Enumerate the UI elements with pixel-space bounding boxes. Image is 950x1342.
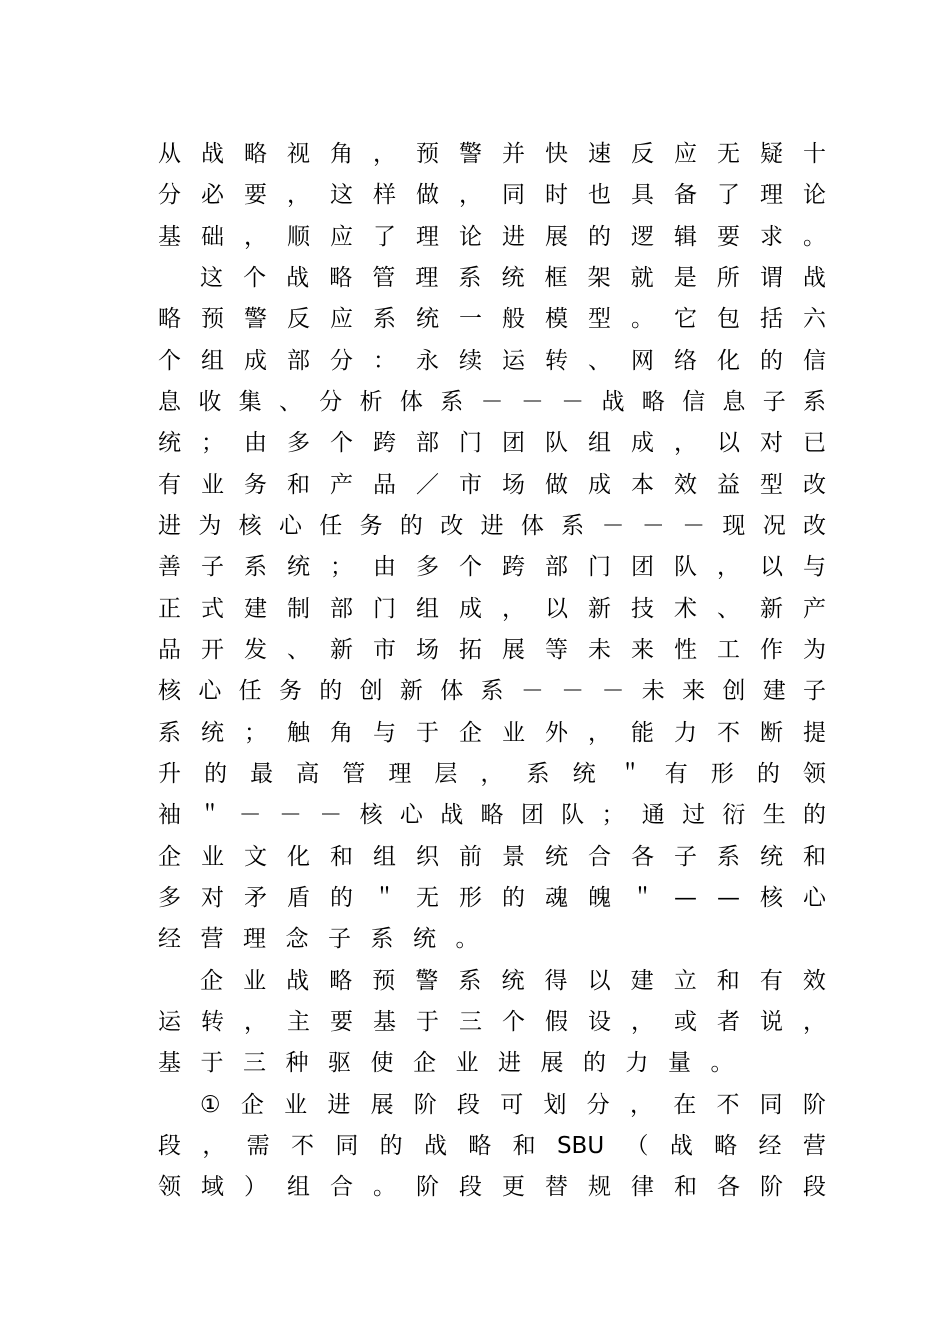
text-line: 企 业 战 略 预 警 系 统 得 以 建 立 和 有 效 (200, 968, 826, 994)
text-line: 基 于 三 种 驱 使 企 业 进 展 的 力 量 。 (158, 1050, 734, 1076)
text-line: 系 统 ； 触 角 与 于 企 业 外 ， 能 力 不 断 提 (158, 720, 826, 746)
text-line: 分 必 要 ， 这 样 做 ， 同 时 也 具 备 了 理 论 (158, 182, 826, 208)
text-line: 企 业 文 化 和 组 织 前 景 统 合 各 子 系 统 和 (158, 844, 826, 870)
text-line: 善 子 系 统 ； 由 多 个 跨 部 门 团 队 ， 以 与 (158, 554, 826, 580)
text-line: 基 础 ， 顺 应 了 理 论 进 展 的 逻 辑 要 求 。 (158, 224, 826, 250)
text-line: 运 转 ， 主 要 基 于 三 个 假 设 ， 或 者 说 ， (158, 1009, 826, 1035)
text-line: 进 为 核 心 任 务 的 改 进 体 系 － － － 现 况 改 (158, 513, 826, 539)
text-line: 正 式 建 制 部 门 组 成 ， 以 新 技 术 、 新 产 (158, 596, 826, 622)
text-line: 经 营 理 念 子 系 统 。 (158, 926, 479, 952)
text-line: 段 ， 需 不 同 的 战 略 和 SBU （ 战 略 经 营 (158, 1133, 826, 1159)
text-line: 息 收 集 、 分 析 体 系 － － － 战 略 信 息 子 系 (158, 389, 826, 415)
text-line: 统 ； 由 多 个 跨 部 门 团 队 组 成 ， 以 对 已 (158, 430, 826, 456)
text-line: ① 企 业 进 展 阶 段 可 划 分 ， 在 不 同 阶 (200, 1092, 826, 1118)
text-line: 个 组 成 部 分 ： 永 续 运 转 、 网 络 化 的 信 (158, 348, 826, 374)
text-line: 袖 ＂ － － － 核 心 战 略 团 队 ； 通 过 衍 生 的 (158, 802, 826, 828)
text-line: 核 心 任 务 的 创 新 体 系 － － － 未 来 创 建 子 (158, 678, 826, 704)
text-line: 品 开 发 、 新 市 场 拓 展 等 未 来 性 工 作 为 (158, 637, 826, 663)
text-line: 升 的 最 高 管 理 层 ， 系 统 ＂ 有 形 的 领 (158, 761, 826, 787)
text-line: 有 业 务 和 产 品 ／ 市 场 做 成 本 效 益 型 改 (158, 472, 826, 498)
text-line: 领 域 ） 组 合 。 阶 段 更 替 规 律 和 各 阶 段 (158, 1174, 826, 1200)
text-line: 从 战 略 视 角 ， 预 警 并 快 速 反 应 无 疑 十 (158, 141, 826, 167)
text-line: 多 对 矛 盾 的 ＂ 无 形 的 魂 魄 ＂ — — 核 心 (158, 885, 826, 911)
text-line: 略 预 警 反 应 系 统 一 般 模 型 。 它 包 括 六 (158, 306, 826, 332)
text-line: 这 个 战 略 管 理 系 统 框 架 就 是 所 谓 战 (200, 265, 826, 291)
